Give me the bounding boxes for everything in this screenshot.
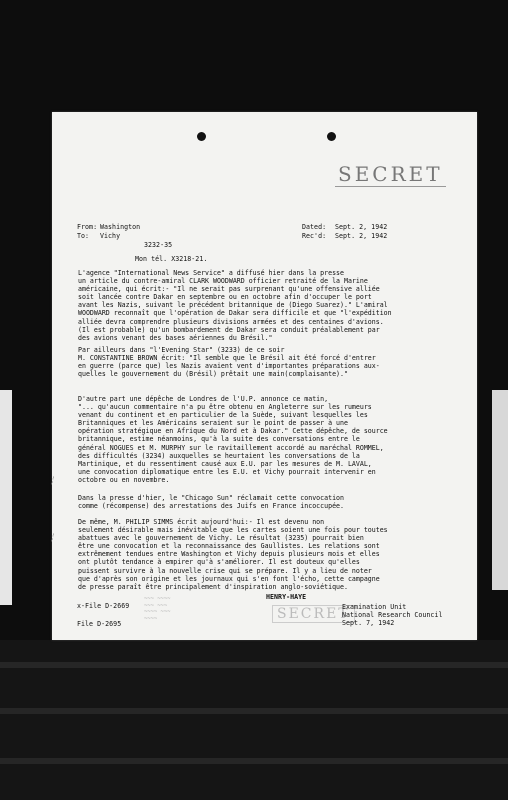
dated-label: Dated:: [302, 223, 327, 231]
examination-unit: Examination Unit: [342, 603, 407, 611]
to-value: Vichy: [100, 232, 121, 240]
xfile-reference: x-File D-2669: [77, 602, 130, 610]
research-council: National Research Council: [342, 611, 443, 619]
handwritten-margin-note: ~~: [48, 531, 58, 544]
reference-number: 3232-35: [144, 241, 173, 249]
paragraph-chicago-sun: Dans la presse d'hier, le "Chicago Sun" réclamait cette convocation comme (récompense) des arrestations des Juifs en France incoccupée.: [78, 494, 344, 511]
paragraph-evening-star: Par ailleurs dans "l'Evening Star" (3233) de ce soir M. CONSTANTINE BROWN écrit: "Il semble que le Brésil ait été forcé d'entrer en guerre (parce que) les Nazis avaient vent d'importantes préparations aux- quelles le gouvernement du (Brésil) prêtait une main(complaisante).": [78, 346, 380, 379]
faded-marks: ~~~ ~~~~ ~~~ ~~~ ~~~~ ~~~ ~~~~: [144, 596, 171, 622]
from-label: From:: [77, 223, 98, 231]
adjacent-frame-right: [492, 390, 508, 590]
from-value: Washington: [100, 223, 141, 231]
handwritten-margin-note: ~~: [48, 474, 58, 487]
secret-stamp-faded: SECRET: [272, 605, 355, 623]
file-reference: File D-2695: [77, 620, 122, 628]
to-label: To:: [77, 232, 90, 240]
secret-stamp: SECRET: [335, 162, 446, 187]
document-page: [48, 112, 477, 640]
telegram-reference: Mon tél. X3218-21.: [135, 255, 208, 263]
paragraph-london-dispatch: D'autre part une dépêche de Londres de l'U.P. annonce ce matin, "... qu'aucun commentaire n'a pu être obtenu en Angleterre sur les rumeurs venant du continent et en particulier de la Suède, suivant lesquelles les Britanniques et les Américains seraient sur le point de passer à une opération stratégique en Afrique du Nord et à Dakar." Cette dépêche, de source britannique, estime néanmoins, qu'à la suite des conversations entre le général NOGUES et M. MURPHY sur le ravitaillement accordé au maréchal ROMMEL, des difficultés (3234) auxquelles se heurtaient les conversations de la Martinique, et du ressentiment causé aux E.U. par les mesures de M. LAVAL, une convocation diplomatique entre les E.U. et Vichy pourrait intervenir en octobre ou en novembre.: [78, 395, 388, 484]
punch-hole: [327, 132, 336, 141]
film-strip-bottom: [0, 640, 508, 800]
paragraph-international-news: L'agence "International News Service" a diffusé hier dans la presse un article du contre-amiral CLARK WOODWARD officier retraité de la Marine américaine, qui écrit:- "Il ne serait pas surprenant qu'une offensive alliée soit lancée contre Dakar en septembre ou en octobre afin d'occuper le port avant les Nazis, suivant le précédent britannique de (Diego Suarez)." L'amiral WOODWARD reconnaît que l'opération de Dakar sera difficile et que "l'expédition alliée devra comprendre plusieurs divisions armées et des centaines d'avions. (Il est probable) qu'un bombardement de Dakar sera conduit préalablement par des avions venant des bases aériennes du Brésil.": [78, 269, 392, 342]
recd-value: Sept. 2, 1942: [335, 232, 388, 240]
signature: HENRY-HAYE: [266, 593, 307, 601]
dated-value: Sept. 2, 1942: [335, 223, 388, 231]
recd-label: Rec'd:: [302, 232, 327, 240]
paragraph-philip-simms: De même, M. PHILIP SIMMS écrit aujourd'hui:- Il est devenu non seulement désirable mais inévitable que les cartes soient une fois pour toutes abattues avec le gouvernement de Vichy. Le résultat (3235) pourrait bien être une convocation et la reconnaissance des Gaullistes. Les relations sont extrêmement tendues entre Washington et Vichy depuis plusieurs mois et elles ont plutôt tendance à empirer qu'à s'améliorer. Il est douteux qu'elles puissent survivre à la nouvelle crise qui se prépare. Il y a lieu de noter que d'après son origine et les journaux qui s'en font l'écho, cette campagne de presse paraît être principalement d'inspiration anglo-soviétique.: [78, 518, 388, 591]
adjacent-frame-left: [0, 390, 12, 605]
punch-hole: [197, 132, 206, 141]
footer-date: Sept. 7, 1942: [342, 619, 395, 627]
